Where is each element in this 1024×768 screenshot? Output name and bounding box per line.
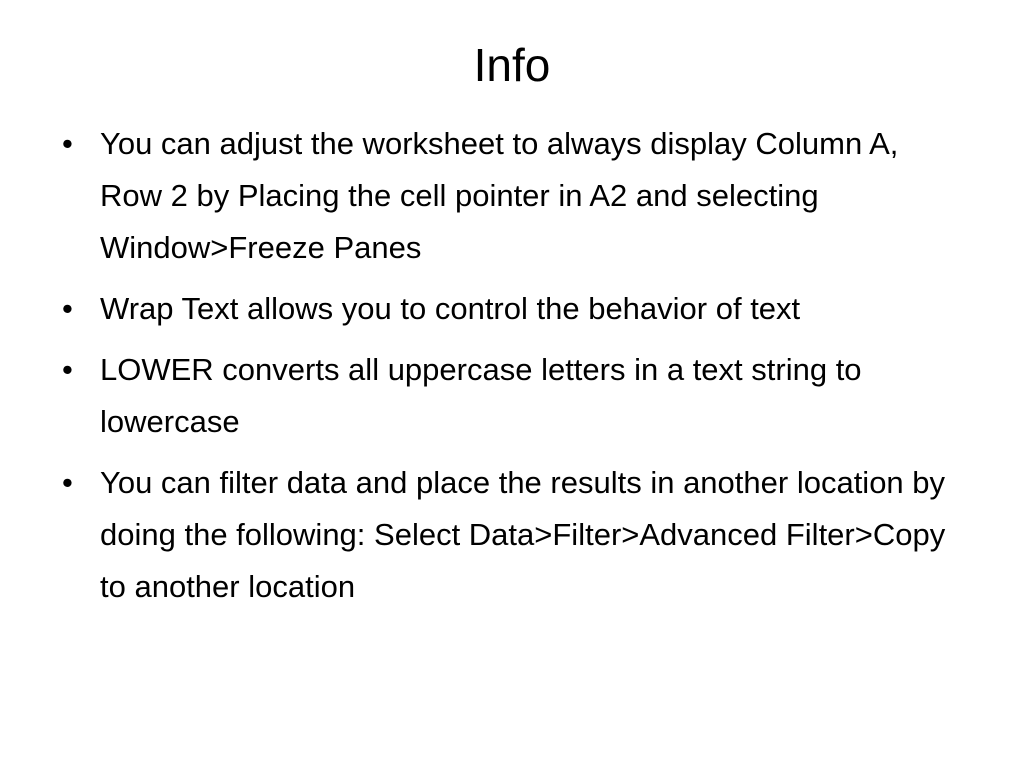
bullet-dot-icon: •: [62, 291, 73, 326]
bullet-list: [56, 118, 956, 622]
bullet-text-4: You can filter data and place the results in another location by doing the following: Select Data>Filter>Advanced Filter>Copy to another location: [100, 465, 946, 604]
bullet-text-2: Wrap Text allows you to control the behavior of text: [100, 291, 801, 326]
bullet-item-1: [56, 118, 956, 274]
bullet-text-1: You can adjust the worksheet to always display Column A, Row 2 by Placing the cell pointer in A2 and selecting Window>Freeze Panes: [100, 126, 899, 265]
bullet-dot-icon: •: [62, 465, 73, 500]
bullet-dot-icon: •: [62, 352, 73, 387]
bullet-dot-icon: •: [62, 126, 73, 161]
bullet-text-3: LOWER converts all uppercase letters in a text string to lowercase: [100, 352, 862, 439]
slide-title: Info: [473, 39, 551, 91]
bullet-item-3: [56, 344, 956, 448]
bullet-item-4: [56, 457, 956, 613]
bullet-item-2: [56, 283, 956, 335]
